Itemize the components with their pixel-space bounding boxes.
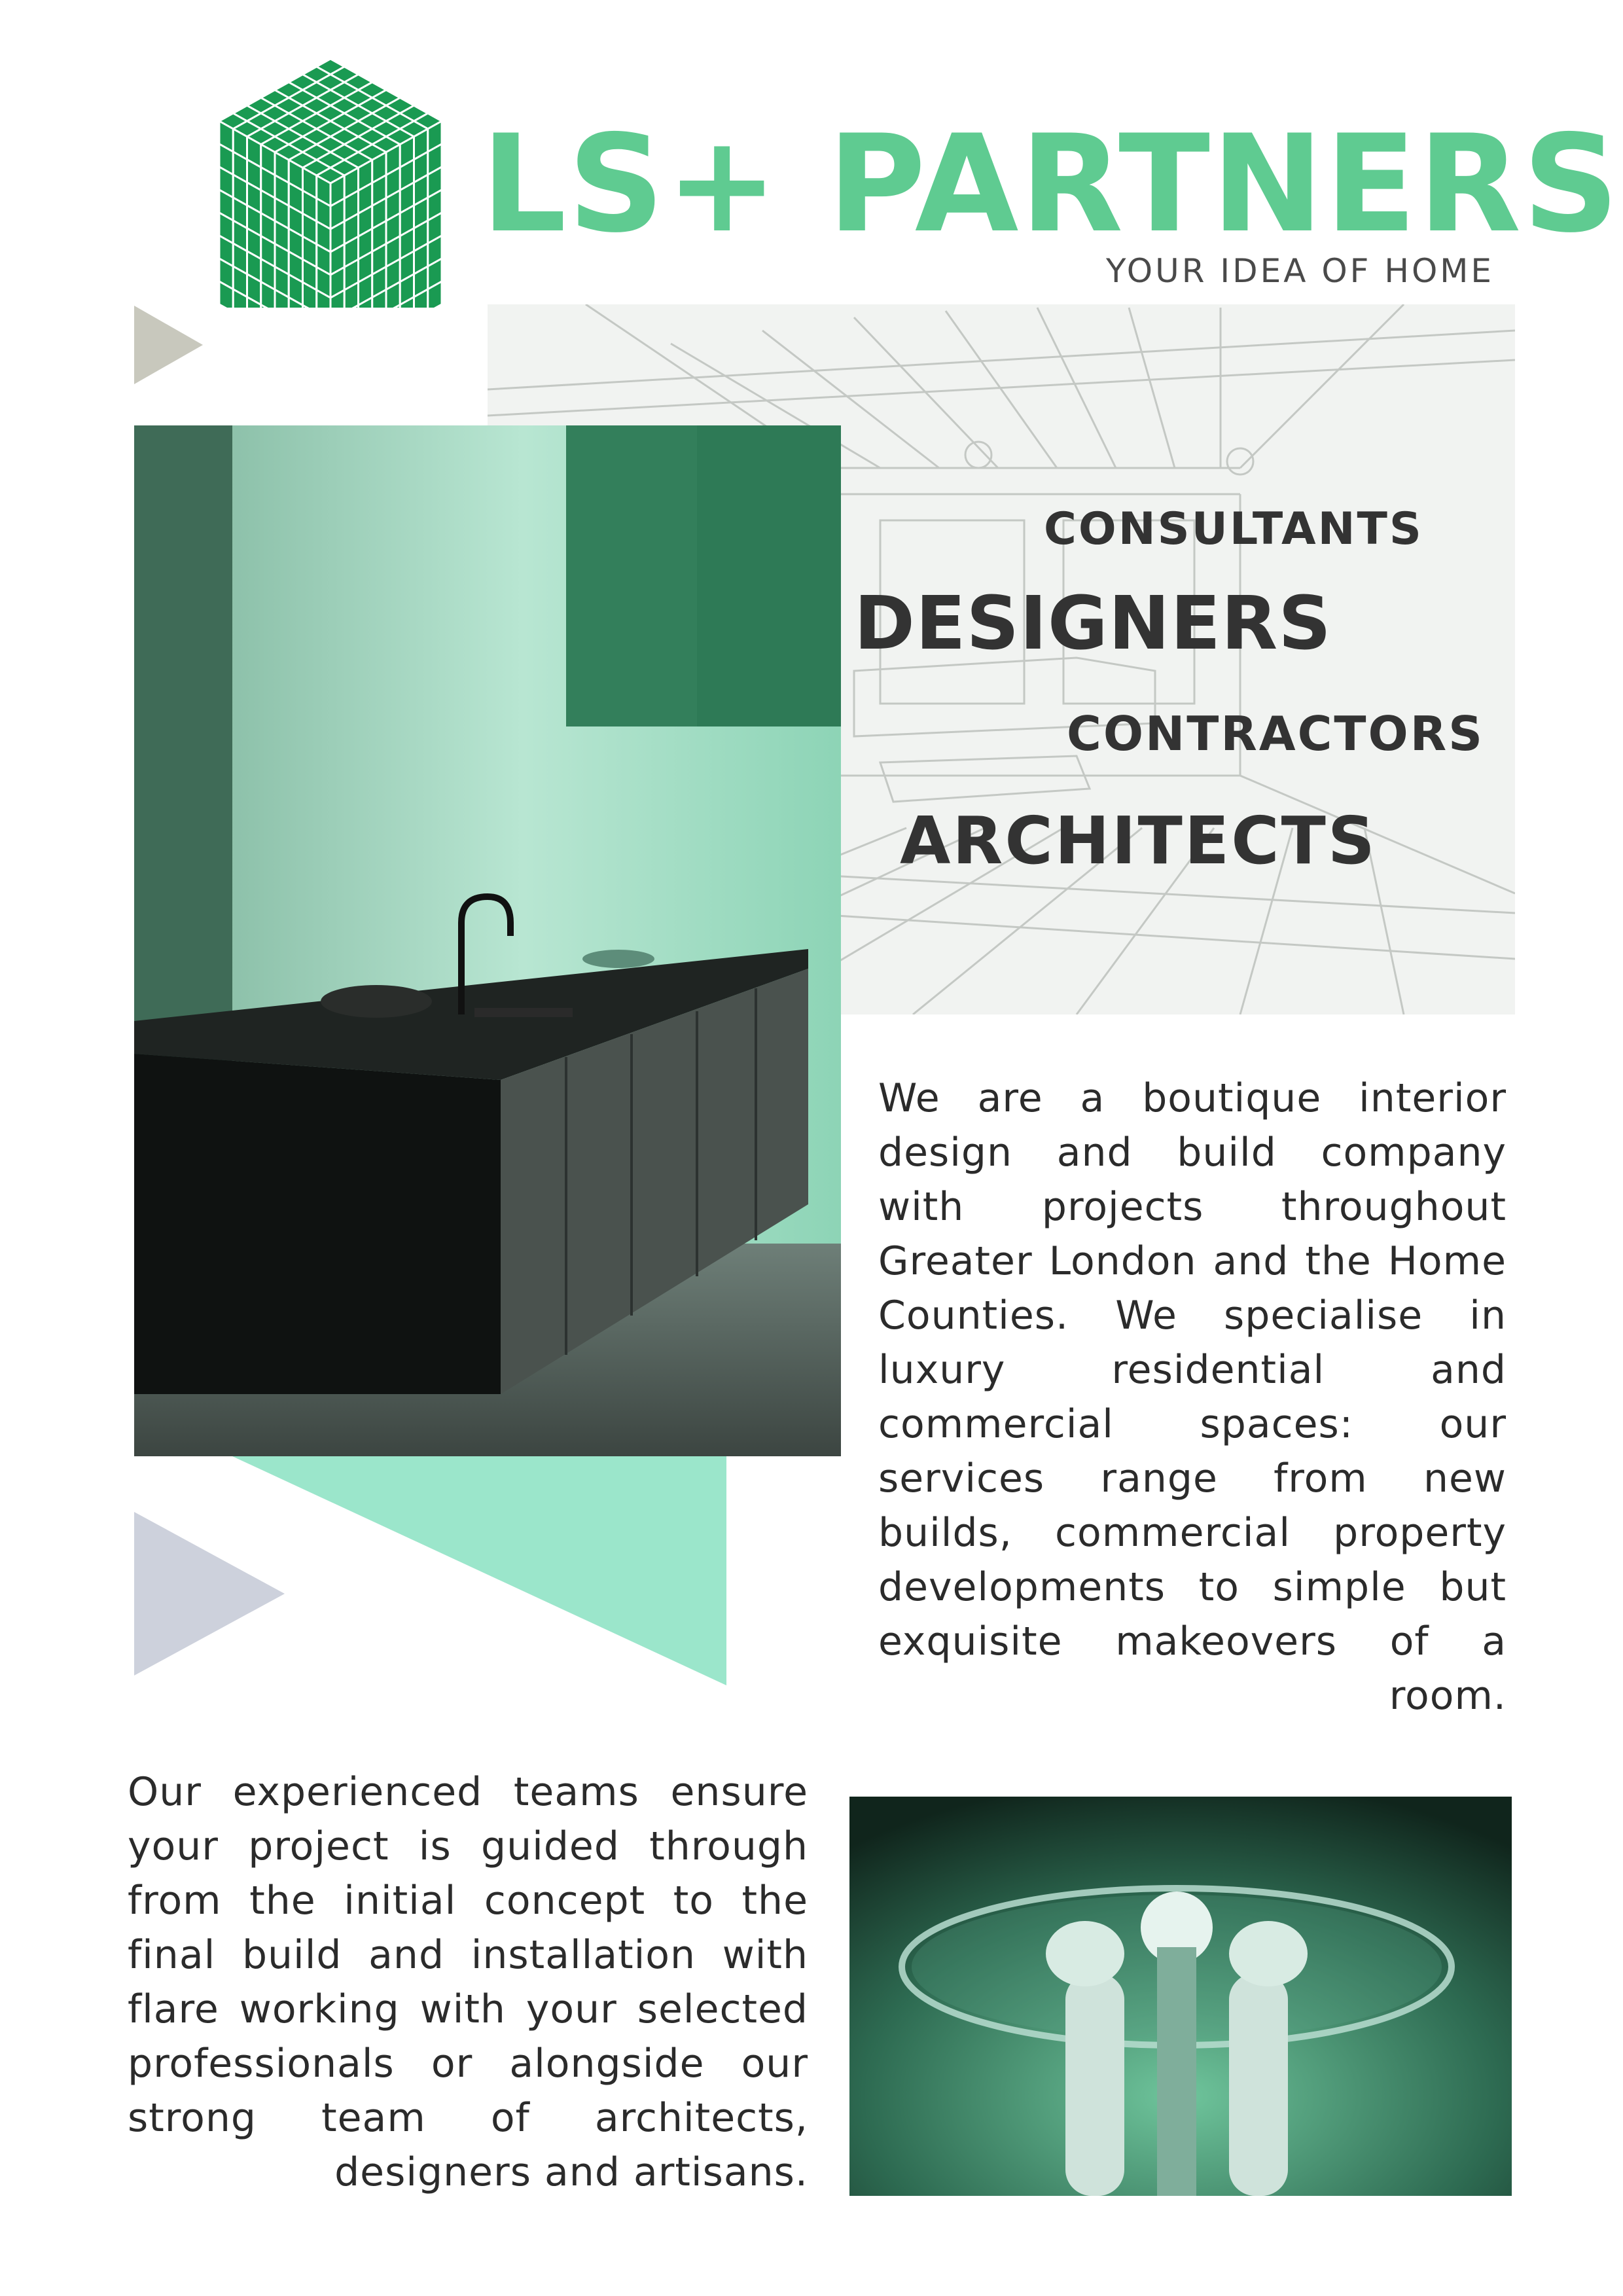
grey-triangle-decoration	[134, 306, 203, 384]
teams-paragraph: Our experienced teams ensure your project is guided through from the initial concept to the final build and installation with flare working with your selected professionals or alongside our strong team of architects, designers and artisans.	[128, 1769, 808, 2195]
role-designers: DESIGNERS	[854, 581, 1332, 666]
role-consultants: CONSULTANTS	[1044, 503, 1423, 555]
tagline: YOUR IDEA OF HOME	[1106, 252, 1495, 290]
intro-paragraph: We are a boutique interior design and build company with projects throughout Greater London and the Home Counties. We specialise in luxury residential and commercial spaces: our services range from new builds, commercial property developments to simple but exquisite makeovers of a room.	[878, 1075, 1507, 1719]
mint-triangle-decoration	[232, 1456, 730, 1685]
kitchen-photo	[134, 425, 841, 1456]
blue-grey-triangle-decoration	[134, 1512, 285, 1676]
role-contractors: CONTRACTORS	[1067, 706, 1485, 761]
role-architects: ARCHITECTS	[900, 802, 1377, 879]
brand-name: LS+ PARTNERS	[481, 107, 1621, 262]
glass-table-photo	[849, 1797, 1512, 2196]
cube-grid-icon	[216, 52, 445, 308]
